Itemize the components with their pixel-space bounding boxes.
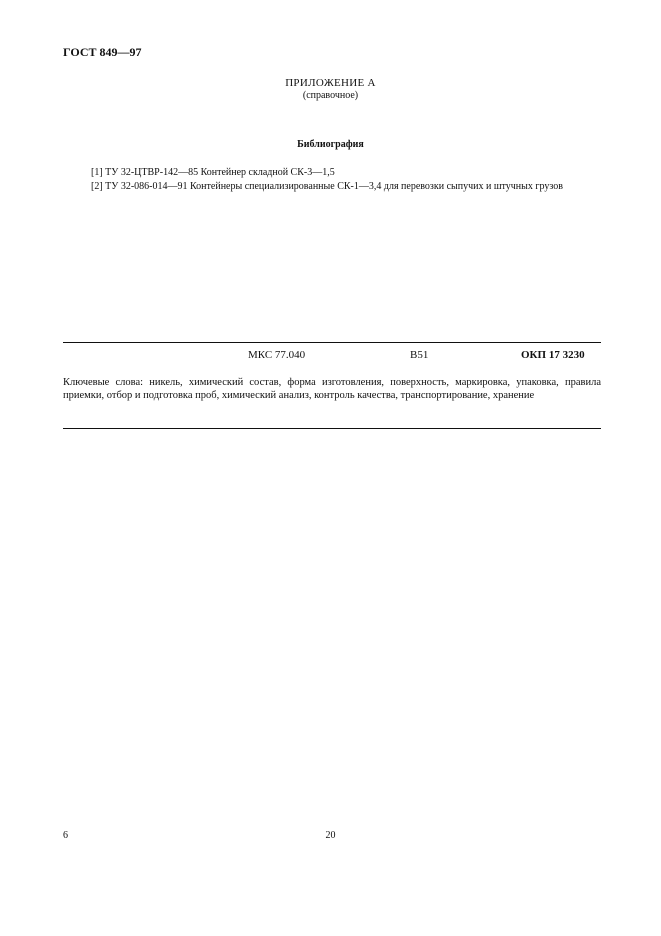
- bibliography-heading: Библиография: [297, 139, 364, 150]
- bottom-rule: [63, 428, 601, 429]
- bibliography-item-1: [1] ТУ 32-ЦТВР-142—85 Контейнер складной СК-3—1,5: [91, 167, 335, 178]
- appendix-subtitle: (справочное): [302, 90, 359, 101]
- document-code: ГОСТ 849—97: [63, 45, 142, 59]
- appendix-title: ПРИЛОЖЕНИЕ А: [285, 77, 376, 89]
- keywords-paragraph: Ключевые слова: никель, химический состав, форма изготовления, поверхность, маркировка, упаковка, правила приемки, отбор и подготовка проб, химический анализ, контроль качества, транспортирование, хранение: [63, 377, 601, 401]
- top-rule: [63, 342, 601, 343]
- mks-code: МКС 77.040: [248, 349, 306, 361]
- page-number-left: 6: [63, 830, 68, 841]
- page-number-center: 20: [325, 830, 336, 841]
- group-code: В51: [410, 349, 429, 361]
- bibliography-item-2: [2] ТУ 32-086-014—91 Контейнеры специализированные СК-1—3,4 для перевозки сыпучих и штучных грузов: [91, 181, 563, 192]
- okp-code: ОКП 17 3230: [521, 349, 585, 361]
